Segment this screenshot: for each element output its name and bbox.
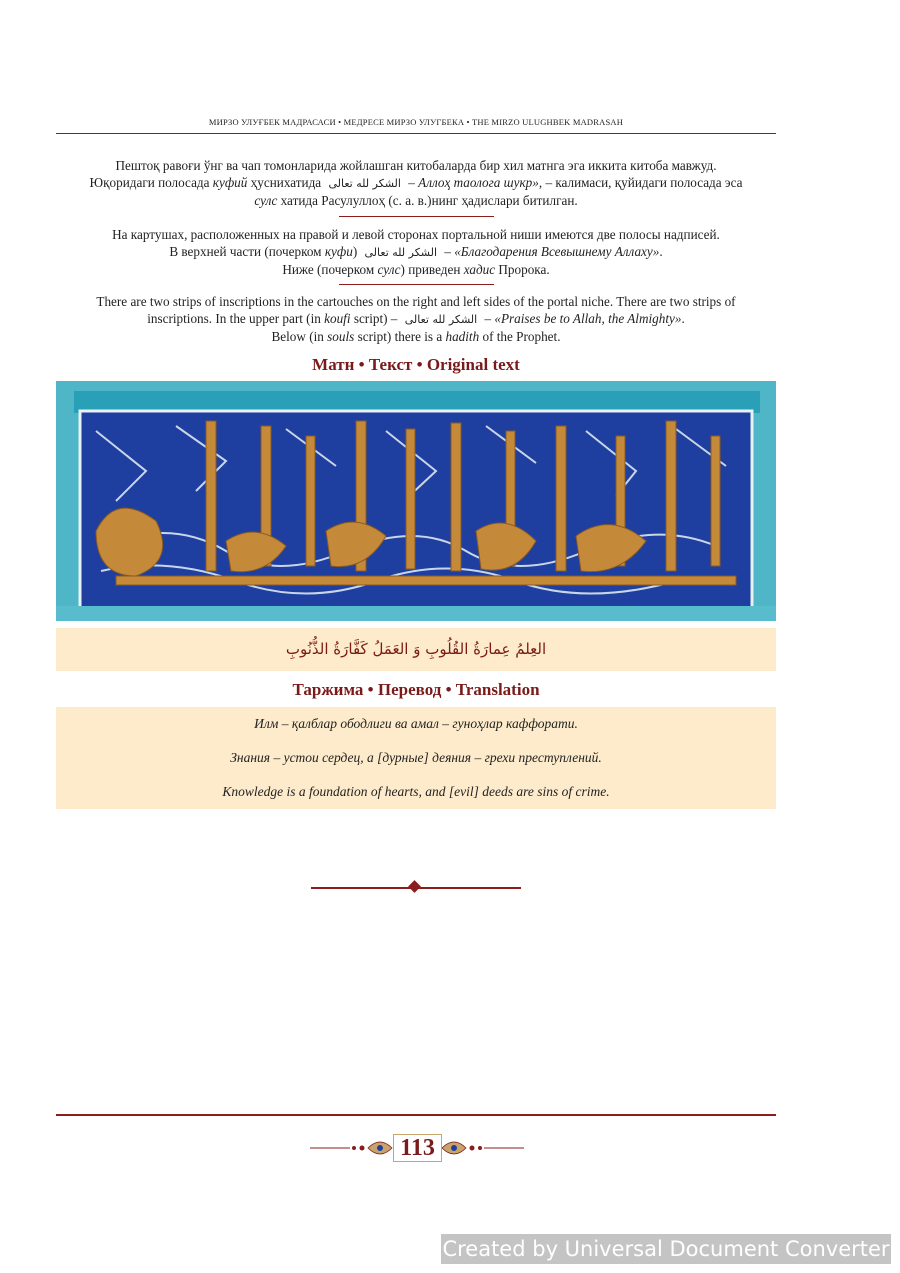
text-span: ): [352, 244, 361, 259]
text-span: хатида Расулуллоҳ (с. а. в.)нинг ҳадислари битилган.: [277, 193, 578, 208]
tile-illustration: [56, 381, 776, 621]
russian-line-1: На картушах, расположенных на правой и левой сторонах портальной ниши имеются две полосы надписей.: [112, 227, 720, 242]
uzbek-line-1: Пештоқ равоғи ўнг ва чап томонларида жойлашган китобаларда бир хил матнга эга иккита китоба мавжуд.: [115, 158, 717, 173]
text-span: –: [441, 244, 455, 259]
text-span: hadith: [445, 329, 480, 344]
text-span: souls: [327, 329, 355, 344]
diamond-icon: [408, 880, 421, 893]
text-span: script) –: [350, 311, 401, 326]
arabic-text-box: [56, 628, 776, 671]
watermark: Created by Universal Document Converter: [441, 1234, 891, 1264]
text-span: –: [404, 175, 419, 190]
text-span: «Благодарения Всевышнему Аллаху»: [454, 244, 660, 259]
english-paragraph: [56, 293, 776, 345]
text-span: –: [481, 311, 495, 326]
text-span: В верхней части (почерком: [169, 244, 325, 259]
translation-uzbek: Илм – қалблар ободлиги ва амал – гуноҳлар каффорати.: [254, 716, 578, 731]
text-span: Пророка.: [495, 262, 550, 277]
text-span: хадис: [463, 262, 496, 277]
text-span: ҳуснихатида: [247, 175, 325, 190]
text-span: .: [681, 311, 685, 326]
translation-box: [56, 707, 776, 809]
arabic-inscription: العِلمُ عِمارَةُ القُلُوبِ وَ العَمَلُ كَفَّارَةُ الذُّنُوبِ: [285, 640, 547, 658]
text-span: .: [659, 244, 663, 259]
text-span: Ниже (почерком: [282, 262, 378, 277]
translation-english: Knowledge is a foundation of hearts, and [evil] deeds are sins of crime.: [222, 784, 610, 799]
text-span: «Praises be to Allah, the Almighty»: [494, 311, 682, 326]
text-span: script) there is a: [354, 329, 446, 344]
arabic-phrase: الشكر لله تعالى: [364, 246, 438, 259]
running-head: МИРЗО УЛУҒБЕК МАДРАСАСИ • МЕДРЕСЕ МИРЗО УЛУГБЕКА • THE MIRZO ULUGHBEK MADRASAH: [208, 117, 624, 127]
english-line-2: [56, 310, 776, 328]
english-line-3: [56, 328, 776, 345]
section-rule: [339, 216, 494, 217]
footer-rule: [56, 1114, 776, 1116]
text-span: куфий: [212, 175, 248, 190]
text-span: Аллоҳ таолога шукр»: [418, 175, 539, 190]
text-span: Below (in: [271, 329, 328, 344]
text-span: inscriptions. In the upper part (in: [147, 311, 325, 326]
uzbek-line-3: [56, 192, 776, 209]
arabic-phrase: الشكر لله تعالى: [404, 313, 478, 326]
text-span: , – калимаси, қуйидаги полосада эса: [538, 175, 743, 190]
translation-russian: Знания – устои сердец, а [дурные] деяния – грехи преступлений.: [230, 750, 602, 765]
text-span: сулс: [377, 262, 401, 277]
text-span: сулс: [254, 193, 278, 208]
russian-line-2: [56, 243, 776, 261]
arabic-phrase: الشكر لله تعالى: [328, 177, 401, 190]
page-number: 113: [393, 1134, 442, 1162]
text-span: of the Prophet.: [479, 329, 561, 344]
original-text-title: Матн • Текст • Original text: [312, 355, 520, 374]
text-span: koufi: [324, 311, 351, 326]
text-span: ) приведен: [400, 262, 464, 277]
section-rule: [339, 284, 494, 285]
header-rule: [56, 133, 776, 134]
translation-title: Таржима • Перевод • Translation: [292, 680, 540, 699]
russian-line-3: [56, 261, 776, 278]
text-span: Юқоридаги полосада: [89, 175, 213, 190]
text-span: куфи: [324, 244, 353, 259]
uzbek-paragraph: [56, 157, 776, 209]
uzbek-line-2: [56, 174, 776, 192]
tile-inscription-photo: [56, 381, 776, 621]
english-line-1: There are two strips of inscriptions in the cartouches on the right and left sides of the portal niche. There are two strips of: [96, 294, 736, 309]
russian-paragraph: [56, 226, 776, 278]
